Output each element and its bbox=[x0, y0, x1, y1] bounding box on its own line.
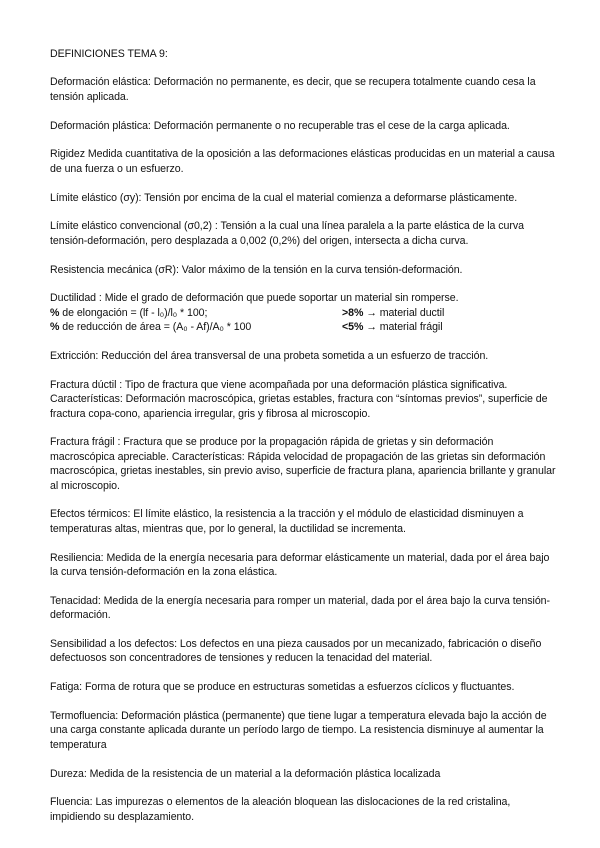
definition-deformacion-elastica bbox=[50, 75, 560, 104]
term: Fatiga: bbox=[50, 681, 83, 694]
term: Sensibilidad a los defectos: bbox=[50, 638, 177, 651]
definition-fractura-ductil bbox=[50, 378, 560, 421]
description: Los defectos en una pieza causados por un mecanizado, fabricación o diseño defectuosos son concentradores de tensiones y reducen la tenacidad del material. bbox=[50, 638, 542, 665]
description: Fractura que se produce por la propagación rápida de grietas y sin deformación macroscópica apreciable. Características: Rápida velocidad de propagación de las grietas sin deformación macroscópica, grietas inestables, sin previo aviso, superficie de fractura plana, apariencia brillante y granular al microscopio. bbox=[50, 436, 556, 492]
definition-limite-elastico bbox=[50, 191, 560, 205]
term: Extricción: bbox=[50, 350, 99, 363]
definition-dureza bbox=[50, 767, 560, 781]
term: Fluencia: bbox=[50, 796, 93, 809]
term: Tenacidad: bbox=[50, 594, 101, 607]
term: Fractura dúctil : bbox=[50, 378, 123, 391]
description: Medida de la resistencia de un material a la deformación plástica localizada bbox=[86, 767, 441, 780]
term: Fractura frágil : bbox=[50, 436, 121, 449]
definition-resistencia-mecanica bbox=[50, 263, 560, 277]
definition-efectos-termicos bbox=[50, 507, 560, 536]
elongation-formula: de elongación = (lf - l₀)/l₀ * 100; bbox=[62, 306, 208, 319]
percent-sign: % bbox=[50, 321, 63, 334]
description: Mide el grado de deformación que puede soportar un material sin romperse. bbox=[101, 292, 459, 305]
term: Límite elástico (σy): bbox=[50, 191, 142, 204]
term: Deformación plástica: bbox=[50, 119, 151, 132]
definition-deformacion-plastica bbox=[50, 119, 560, 133]
page-title: DEFINICIONES TEMA 9: bbox=[50, 48, 168, 60]
term: Resistencia mecánica (σR): bbox=[50, 263, 179, 276]
description: El límite elástico, la resistencia a la tracción y el módulo de elasticidad disminuyen a temperaturas altas, mientras que, por lo general, la ductilidad se incrementa. bbox=[50, 508, 524, 535]
description: Las impurezas o elementos de la aleación bloquean las dislocaciones de la red cristalina, impidiendo su desplazamiento. bbox=[50, 796, 511, 823]
description: Deformación permanente o no recuperable tras el cese de la carga aplicada. bbox=[150, 119, 510, 132]
term: Resiliencia: bbox=[50, 551, 104, 564]
description: Deformación no permanente, es decir, que se recupera totalmente cuando cesa la tensión aplicada. bbox=[50, 76, 536, 103]
description: Deformación plástica (permanente) que tiene lugar a temperatura elevada bajo la acción de una carga constante aplicada durante un período largo de tiempo. La resistencia disminuye al aumentar la temperatura bbox=[50, 710, 547, 751]
percent-sign: % bbox=[50, 306, 63, 319]
definition-termofluencia bbox=[50, 709, 560, 752]
description: Medida cuantitativa de la oposición a las deformaciones elásticas producidas en un material a causa de una fuerza o un esfuerzo. bbox=[50, 148, 555, 175]
term: Deformación elástica: bbox=[50, 76, 151, 89]
description: Reducción del área transversal de una probeta sometida a un esfuerzo de tracción. bbox=[98, 350, 489, 363]
definition-fluencia bbox=[50, 795, 560, 824]
ductile-threshold: >8% bbox=[342, 306, 364, 319]
definition-fractura-fragil bbox=[50, 435, 560, 493]
definition-sensibilidad-defectos bbox=[50, 637, 560, 666]
area-reduction-formula: de reducción de área = (A₀ - Af)/A₀ * 100 bbox=[62, 321, 252, 334]
area-reduction-row bbox=[50, 320, 560, 334]
definition-ductilidad bbox=[50, 291, 560, 334]
description: Forma de rotura que se produce en estructuras sometidas a esfuerzos cíclicos y fluctuantes. bbox=[82, 681, 515, 694]
description: Tipo de fractura que viene acompañada por una deformación plástica significativa. Características: Deformación macroscópica, grietas estables, fractura con “síntomas previos”, superficie de fractura copa-cono, apariencia irregular, gris y fibrosa al microscopio. bbox=[50, 378, 548, 420]
definition-fatiga bbox=[50, 680, 560, 694]
fragile-label: → material frágil bbox=[363, 321, 443, 334]
fragile-threshold: <5% bbox=[342, 321, 364, 334]
description: Tensión a la cual una línea paralela a la parte elástica de la curva tensión-deformación, pero desplazada a 0,002 (0,2%) del origen, intersecta a dicha curva. bbox=[50, 220, 524, 247]
definition-rigidez bbox=[50, 147, 560, 176]
definition-extriccion bbox=[50, 349, 560, 363]
description: Medida de la energía necesaria para deformar elásticamente un material, dada por el área bajo la curva tensión-deformación en la zona elástica. bbox=[50, 551, 550, 579]
definition-resiliencia bbox=[50, 551, 560, 580]
elongation-row bbox=[50, 306, 560, 320]
document-page bbox=[50, 47, 560, 839]
description: Valor máximo de la tensión en la curva tensión-deformación. bbox=[178, 263, 463, 276]
definition-limite-elastico-convencional bbox=[50, 219, 560, 248]
term: Efectos térmicos: bbox=[50, 508, 131, 521]
term: Límite elástico convencional (σ0,2) : bbox=[50, 220, 218, 233]
term: Rigidez bbox=[50, 148, 85, 161]
ductile-label: → material ductil bbox=[363, 306, 445, 319]
definition-tenacidad bbox=[50, 594, 560, 623]
description: Medida de la energía necesaria para romper un material, dada por el área bajo la curva tensión-deformación. bbox=[50, 594, 550, 622]
description: Tensión por encima de la cual el material comienza a deformarse plásticamente. bbox=[141, 191, 518, 204]
term: Ductilidad : bbox=[50, 292, 102, 305]
term: Dureza: bbox=[50, 767, 87, 780]
term: Termofluencia: bbox=[50, 710, 119, 723]
